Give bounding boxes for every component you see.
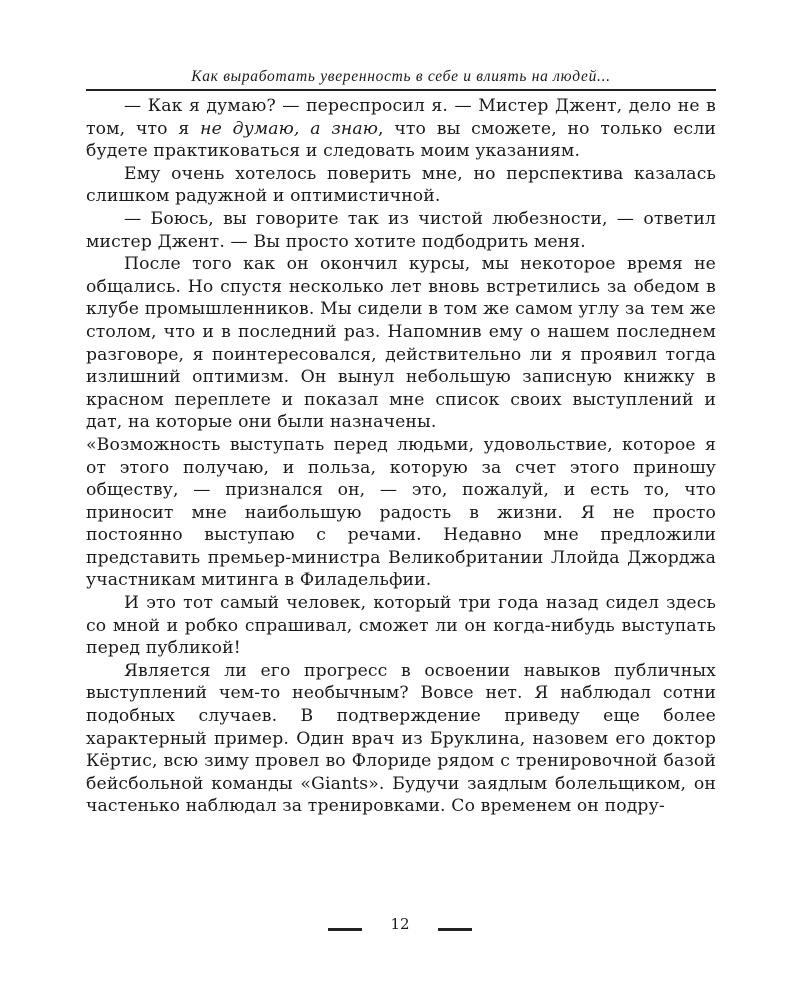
paragraph-1-text: — Как я думаю? — переспросил я. — Мистер Джент, дело не в том, что я [86,96,716,139]
page-number: 12 [390,915,410,933]
paragraph-4: После того как он окончил курсы, мы некоторое время не общались. Но спустя несколько лет вновь встретились за обедом в клубе промышленников. Мы сидели в том же самом углу за тем же столом, что и в последний раз. Напомнив ему о нашем последнем разговоре, я поинтересовался, действительно ли я проявил тогда излишний оптимизм. Он вынул небольшую записную книжку в красном переплете и показал мне список своих выступлений и дат, на которые они были назначены. [86,254,716,433]
paragraph-7: Является ли его прогресс в освоении навыков публичных выступлений чем-то необычным? Вовсе нет. Я наблюдал сотни подобных случаев. В подтверждение приведу еще более характерный пример. Один врач из Бруклина, назовем его доктор Кёртис, всю зиму провел во Флориде рядом с тренировочной базой бейсбольной команды «Giants». Будучи заядлым болельщиком, он частенько наблюдал за тренировками. Со временем он подру- [86,660,716,817]
footer-dash-right [438,928,472,931]
paragraph-1 [86,95,716,163]
header-rule [86,89,716,91]
paragraph-5: «Возможность выступать перед людьми, удовольствие, которое я от этого получаю, и польза, которую за счет этого приношу обществу, — признался он, — это, пожалуй, и есть то, что приносит мне наибольшую радость в жизни. Я не просто постоянно выступаю с речами. Недавно мне предложили представить премьер-министра Великобритании Ллойда Джорджа участникам митинга в Филадельфии. [86,434,716,591]
page-body [86,95,716,818]
paragraph-6: И это тот самый человек, который три года назад сидел здесь со мной и робко спрашивал, сможет ли он когда-нибудь выступать перед публикой! [86,593,716,659]
paragraph-1-emphasis: не думаю, а знаю [200,118,379,139]
paragraph-3: — Боюсь, вы говорите так из чистой любезности, — ответил мистер Джент. — Вы просто хотите подбодрить меня. [86,208,716,252]
paragraph-1-text-end: , что вы сможете, но только если будете практиковаться и следовать моим указаниям. [86,118,717,162]
page-footer [0,912,800,936]
book-page [86,58,716,818]
paragraph-2: Ему очень хотелось поверить мне, но перспектива казалась слишком радужной и оптимистичной. [86,163,716,207]
running-title: Как выработать уверенность в себе и влиять на людей... [191,68,611,85]
footer-dash-left [328,928,362,931]
